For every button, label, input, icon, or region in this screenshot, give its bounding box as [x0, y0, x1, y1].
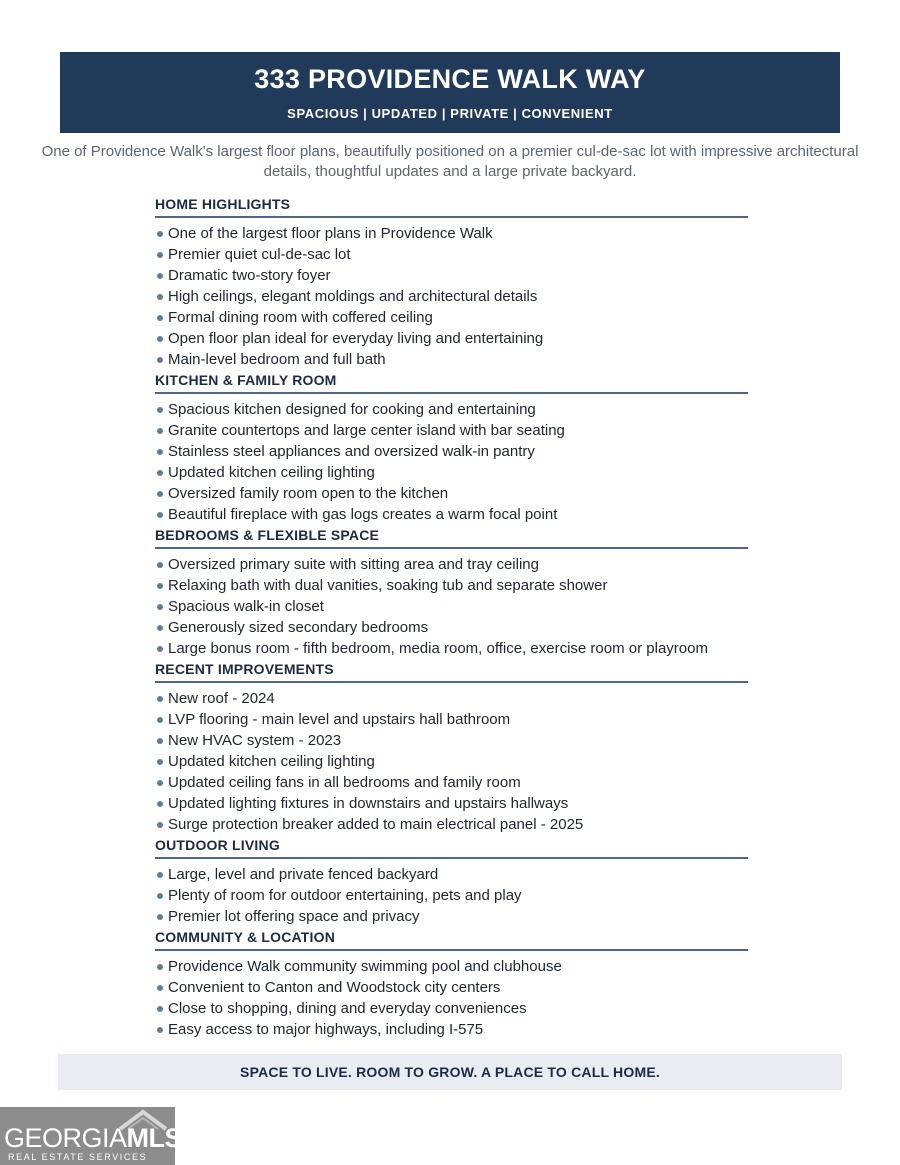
list-item-text: Spacious walk-in closet [168, 598, 324, 615]
section [155, 835, 748, 927]
list-item-text: Updated lighting fixtures in downstairs and upstairs hallways [168, 795, 569, 812]
section-list [155, 394, 748, 525]
list-item [155, 977, 748, 998]
bullet-icon [157, 985, 163, 991]
bullet-icon [157, 780, 163, 786]
list-item [155, 462, 748, 483]
list-item [155, 244, 748, 265]
list-item-text: Large bonus room - fifth bedroom, media room, office, exercise room or playroom [168, 640, 708, 657]
logo-subtitle: REAL ESTATE SERVICES [8, 1152, 148, 1162]
section [155, 927, 748, 1040]
list-item [155, 1019, 748, 1040]
list-item [155, 307, 748, 328]
list-item [155, 709, 748, 730]
bullet-icon [157, 583, 163, 589]
list-item [155, 772, 748, 793]
list-item-text: Main-level bedroom and full bath [168, 351, 386, 368]
bullet-icon [157, 738, 163, 744]
list-item [155, 286, 748, 307]
bullet-icon [157, 625, 163, 631]
bullet-icon [157, 801, 163, 807]
list-item-text: New HVAC system - 2023 [168, 732, 342, 749]
section-title: BEDROOMS & FLEXIBLE SPACE [155, 525, 748, 549]
bullet-icon [157, 822, 163, 828]
list-item [155, 575, 748, 596]
bullet-icon [157, 893, 163, 899]
bullet-icon [157, 273, 163, 279]
bullet-icon [157, 696, 163, 702]
section-list [155, 859, 748, 927]
list-item [155, 864, 748, 885]
list-item-text: Easy access to major highways, including I-575 [168, 1021, 484, 1038]
list-item-text: High ceilings, elegant moldings and architectural details [168, 288, 538, 305]
list-item [155, 793, 748, 814]
bullet-icon [157, 336, 163, 342]
list-item [155, 504, 748, 525]
list-item [155, 265, 748, 286]
list-item [155, 483, 748, 504]
list-item-text: Convenient to Canton and Woodstock city centers [168, 979, 501, 996]
logo-brand [4, 1123, 182, 1154]
list-item-text: Dramatic two-story foyer [168, 267, 331, 284]
list-item-text: Plenty of room for outdoor entertaining, pets and play [168, 887, 522, 904]
bullet-icon [157, 294, 163, 300]
list-item-text: Open floor plan ideal for everyday living and entertaining [168, 330, 544, 347]
list-item [155, 751, 748, 772]
section [155, 370, 748, 525]
list-item [155, 554, 748, 575]
logo-brand-georgia: GEORGIA [4, 1123, 127, 1153]
list-item [155, 399, 748, 420]
page-title: 333 PROVIDENCE WALK WAY [254, 64, 646, 94]
list-item-text: Large, level and private fenced backyard [168, 866, 439, 883]
section-list [155, 951, 748, 1040]
list-item-text: One of the largest floor plans in Providence Walk [168, 225, 493, 242]
bullet-icon [157, 964, 163, 970]
bullet-icon [157, 759, 163, 765]
list-item [155, 328, 748, 349]
bullet-icon [157, 470, 163, 476]
list-item [155, 223, 748, 244]
bullet-icon [157, 914, 163, 920]
list-item [155, 885, 748, 906]
bullet-icon [157, 407, 163, 413]
list-item-text: Surge protection breaker added to main electrical panel - 2025 [168, 816, 584, 833]
header-banner [60, 52, 840, 133]
georgia-mls-logo [0, 1107, 183, 1165]
list-item [155, 441, 748, 462]
list-item-text: Relaxing bath with dual vanities, soaking tub and separate shower [168, 577, 608, 594]
list-item [155, 596, 748, 617]
bullet-icon [157, 357, 163, 363]
list-item-text: Oversized family room open to the kitchen [168, 485, 449, 502]
section-list [155, 218, 748, 370]
list-item-text: Formal dining room with coffered ceiling [168, 309, 433, 326]
list-item-text: New roof - 2024 [168, 690, 275, 707]
list-item-text: Updated ceiling fans in all bedrooms and family room [168, 774, 521, 791]
list-item [155, 956, 748, 977]
list-item [155, 906, 748, 927]
list-item-text: Generously sized secondary bedrooms [168, 619, 429, 636]
section-list [155, 683, 748, 835]
section [155, 194, 748, 370]
section [155, 525, 748, 659]
list-item-text: Stainless steel appliances and oversized walk-in pantry [168, 443, 535, 460]
list-item [155, 814, 748, 835]
bullet-icon [157, 717, 163, 723]
section-list [155, 549, 748, 659]
section-title: HOME HIGHLIGHTS [155, 194, 748, 218]
bullet-icon [157, 428, 163, 434]
intro-paragraph: One of Providence Walk's largest floor plans, beautifully positioned on a premier cul-de-sac lot with impressive architectural details, thoughtful updates and a large private backyard. [41, 143, 859, 180]
bullet-icon [157, 512, 163, 518]
list-item [155, 730, 748, 751]
list-item-text: Beautiful fireplace with gas logs creates a warm focal point [168, 506, 558, 523]
list-item [155, 688, 748, 709]
section [155, 659, 748, 835]
bullet-icon [157, 315, 163, 321]
list-item-text: LVP flooring - main level and upstairs hall bathroom [168, 711, 511, 728]
list-item-text: Updated kitchen ceiling lighting [168, 753, 375, 770]
list-item [155, 349, 748, 370]
section-title: KITCHEN & FAMILY ROOM [155, 370, 748, 394]
bullet-icon [157, 491, 163, 497]
list-item [155, 617, 748, 638]
list-item-text: Providence Walk community swimming pool and clubhouse [168, 958, 562, 975]
bullet-icon [157, 1027, 163, 1033]
bullet-icon [157, 1006, 163, 1012]
section-title: RECENT IMPROVEMENTS [155, 659, 748, 683]
bullet-icon [157, 562, 163, 568]
list-item-text: Premier lot offering space and privacy [168, 908, 420, 925]
bullet-icon [157, 231, 163, 237]
list-item-text: Granite countertops and large center island with bar seating [168, 422, 565, 439]
bullet-icon [157, 872, 163, 878]
tagline: SPACIOUS | UPDATED | PRIVATE | CONVENIENT [287, 106, 613, 121]
list-item-text: Oversized primary suite with sitting area and tray ceiling [168, 556, 539, 573]
logo-brand-mls: MLS [126, 1123, 183, 1153]
feature-sections [155, 194, 748, 1040]
bullet-icon [157, 604, 163, 610]
list-item-text: Spacious kitchen designed for cooking and entertaining [168, 401, 536, 418]
list-item [155, 420, 748, 441]
section-title: OUTDOOR LIVING [155, 835, 748, 859]
list-item [155, 638, 748, 659]
list-item-text: Premier quiet cul-de-sac lot [168, 246, 351, 263]
list-item [155, 998, 748, 1019]
list-item-text: Updated kitchen ceiling lighting [168, 464, 375, 481]
section-title: COMMUNITY & LOCATION [155, 927, 748, 951]
list-item-text: Close to shopping, dining and everyday conveniences [168, 1000, 527, 1017]
footer-banner: SPACE TO LIVE. ROOM TO GROW. A PLACE TO CALL HOME. [58, 1054, 842, 1090]
bullet-icon [157, 252, 163, 258]
bullet-icon [157, 646, 163, 652]
bullet-icon [157, 449, 163, 455]
